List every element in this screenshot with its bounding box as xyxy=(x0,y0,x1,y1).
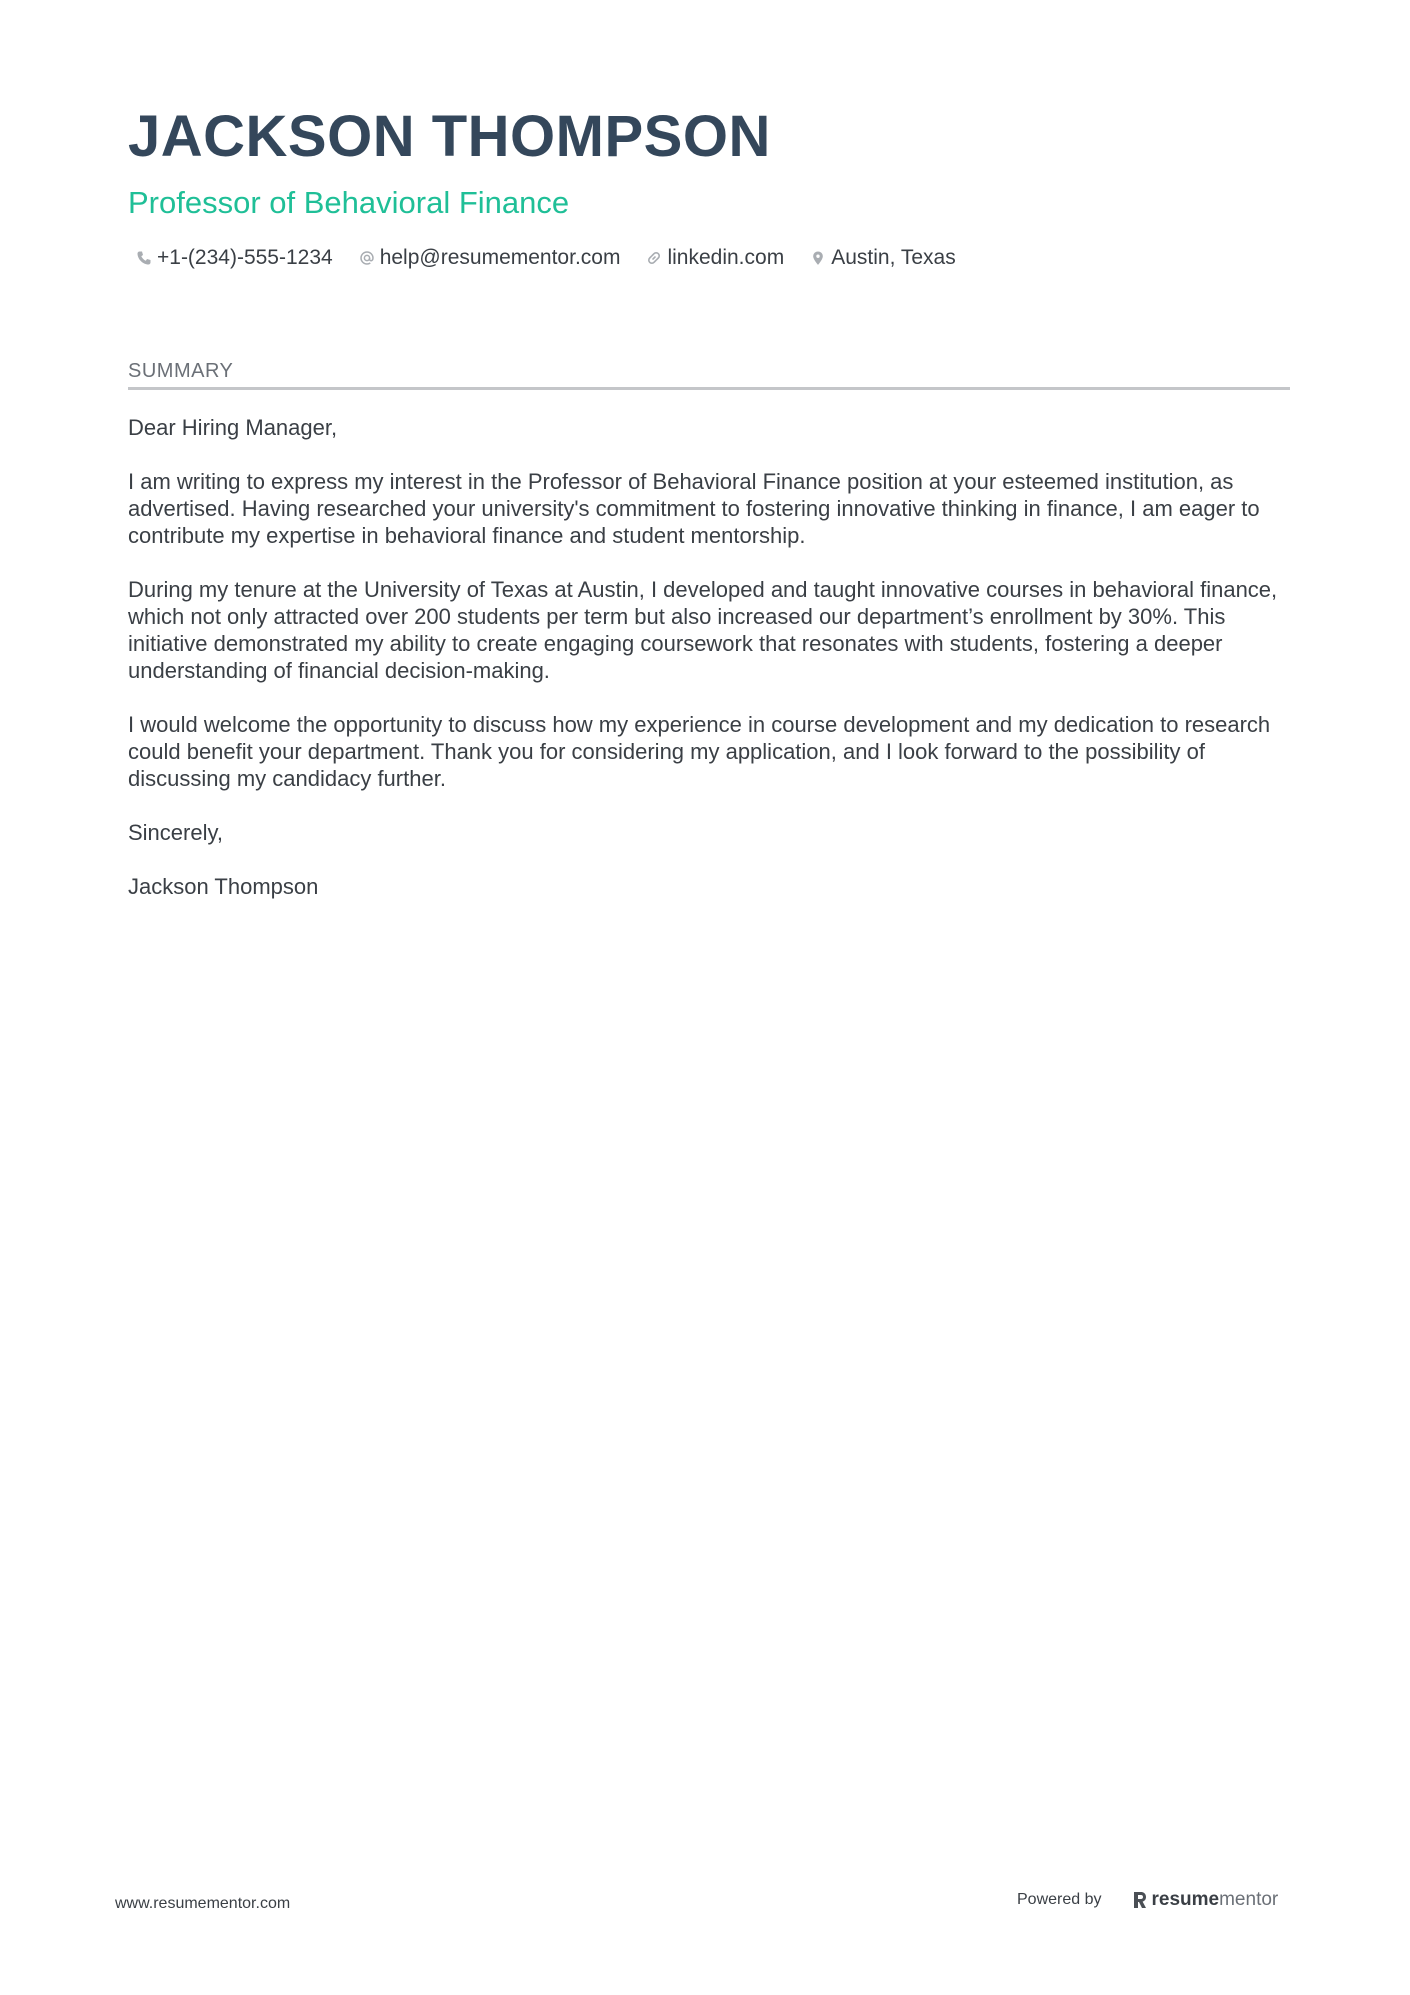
letter-paragraph: I am writing to express my interest in the Professor of Behavioral Finance position at your esteemed institution, as advertised. Having researched your university's commitment to fostering innovative thinking in finance, I am eager to contribute my expertise in behavioral finance and student mentorship. xyxy=(128,469,1260,548)
job-title: Professor of Behavioral Finance xyxy=(128,185,570,220)
resumementor-logo-icon xyxy=(1132,1890,1148,1910)
link-icon xyxy=(646,250,662,266)
letter-closing: Sincerely, xyxy=(128,820,223,845)
brand-name-bold: resume xyxy=(1151,1889,1220,1910)
letter-signature: Jackson Thompson xyxy=(128,874,319,899)
brand-name-light: mentor xyxy=(1219,1889,1279,1910)
phone-number: +1-(234)-555-1234 xyxy=(157,246,333,269)
email-address: help@resumementor.com xyxy=(379,246,621,269)
contact-location xyxy=(810,246,956,270)
letter-paragraph: During my tenure at the University of Texas at Austin, I developed and taught innovative courses in behavioral finance, which not only attracted over 200 students per term but also increased our department’s enrollment by 30%. This initiative demonstrated my ability to create engaging coursework that resonates with students, fostering a deeper understanding of financial decision-making. xyxy=(128,577,1278,683)
powered-by-text: Powered by xyxy=(1017,1891,1102,1908)
location-pin-icon xyxy=(810,250,826,266)
section-title-summary: SUMMARY xyxy=(128,360,1290,390)
footer-powered-by xyxy=(1017,1889,1278,1911)
location-text: Austin, Texas xyxy=(831,246,956,269)
linkedin-url: linkedin.com xyxy=(667,246,785,269)
contact-linkedin xyxy=(646,246,784,270)
contact-email xyxy=(359,246,621,270)
letter-salutation: Dear Hiring Manager, xyxy=(128,415,338,440)
contact-phone xyxy=(136,246,333,270)
contact-info xyxy=(136,246,982,270)
letter-body xyxy=(128,414,1290,927)
candidate-name: JACKSON THOMPSON xyxy=(128,104,771,169)
letter-paragraph: I would welcome the opportunity to discuss how my experience in course development and my dedication to research could benefit your department. Thank you for considering my application, and I look forward to the possibility of discussing my candidacy further. xyxy=(128,712,1271,791)
phone-icon xyxy=(136,250,152,266)
brand-logo[interactable] xyxy=(1132,1889,1279,1911)
footer-website[interactable]: www.resumementor.com xyxy=(115,1895,291,1912)
at-icon xyxy=(359,250,375,266)
